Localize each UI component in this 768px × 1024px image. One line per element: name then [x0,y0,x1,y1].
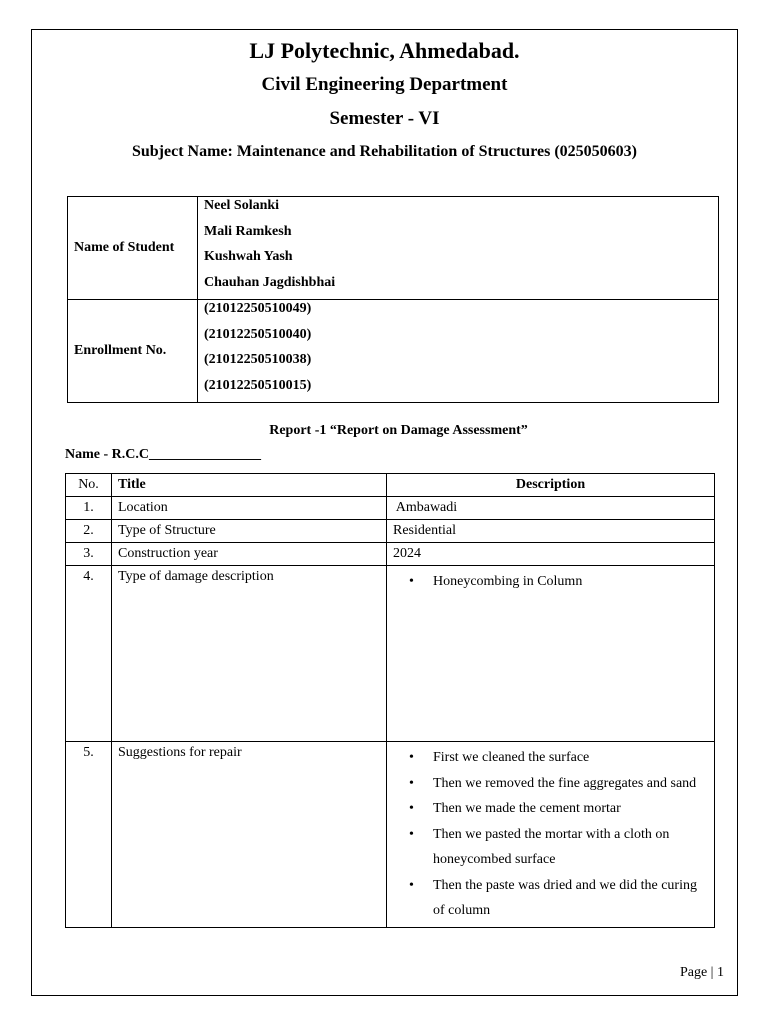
table-row [66,543,715,566]
bullet-item: • Then we pasted the mortar with a cloth on honeycombed surface [433,822,708,873]
table-row [66,497,715,520]
student-info-table [67,196,719,403]
name-of-student-label: Name of Student [68,197,198,300]
semester-title: Semester - VI [329,108,440,129]
bullet-item: • Honeycombing in Column [433,569,708,595]
report-name-line: Name - R.C.C________________ [65,447,261,462]
header-no: No. [66,474,112,497]
header-description: Description [387,474,715,497]
enrollment-row [68,300,719,403]
row-description: Residential [387,520,715,543]
report-title: Report -1 “Report on Damage Assessment” [269,423,528,438]
bullet-item: • Then the paste was dried and we did the curing of column [433,873,708,924]
bullet-item: • Then we made the cement mortar [433,796,708,822]
enrollment-cell [198,300,719,403]
row-no: 2. [66,520,112,543]
bullet-item: • First we cleaned the surface [433,745,708,771]
enrollment-label: Enrollment No. [68,300,198,403]
department-title: Civil Engineering Department [261,74,508,95]
row-description [387,566,715,742]
enrollment-number: (21012250510049) [204,301,312,316]
repair-bullet-list [393,745,708,924]
student-name: Neel Solanki [204,198,280,213]
table-row [66,742,715,928]
enrollment-number: (21012250510038) [204,352,312,367]
row-no: 1. [66,497,112,520]
table-row [66,520,715,543]
row-no: 5. [66,742,112,928]
row-no: 3. [66,543,112,566]
row-description [387,742,715,928]
student-name: Mali Ramkesh [204,223,292,239]
enrollment-number: (21012250510040) [204,326,312,342]
row-no: 4. [66,566,112,742]
bullet-item: • Then we removed the fine aggregates and sand [433,771,708,797]
institute-title: LJ Polytechnic, Ahmedabad. [249,38,520,63]
enrollment-number: (21012250510015) [204,377,312,393]
student-name: Chauhan Jagdishbhai [204,274,336,290]
damage-assessment-table [65,473,715,928]
student-names-cell [198,197,719,300]
header-title: Title [112,474,387,497]
row-title: Type of damage description [112,566,387,742]
damage-bullet-list [393,569,708,595]
row-description: Ambawadi [387,497,715,520]
student-name: Kushwah Yash [204,249,293,264]
subject-title: Subject Name: Maintenance and Rehabilitation of Structures (025050603) [131,143,637,160]
row-description: 2024 [387,543,715,566]
row-title: Location [112,497,387,520]
row-title: Construction year [112,543,387,566]
row-title: Type of Structure [112,520,387,543]
table-row [66,566,715,742]
page-number: Page | 1 [679,965,724,980]
table-header-row [66,474,715,497]
row-title: Suggestions for repair [112,742,387,928]
student-names-row [68,197,719,300]
